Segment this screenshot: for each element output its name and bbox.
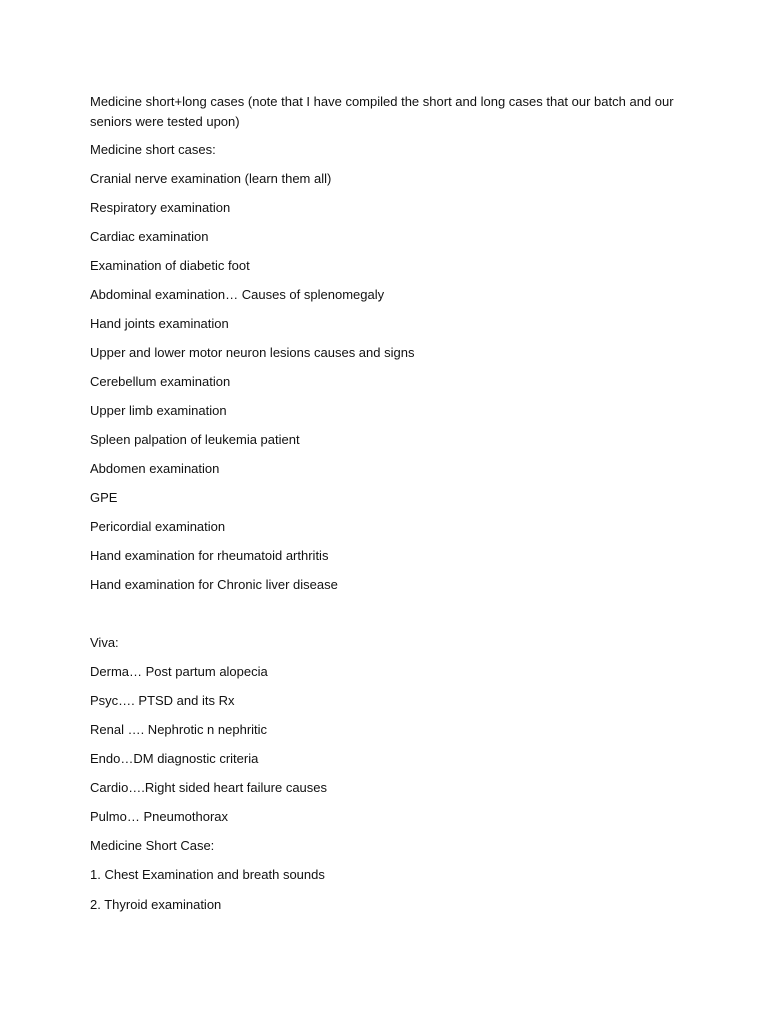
short-case-item: Pericordial examination xyxy=(90,519,226,534)
numbered-item: 1. Chest Examination and breath sounds xyxy=(90,866,325,882)
short-case-item: GPE xyxy=(90,490,118,505)
short-case-item: Cerebellum examination xyxy=(90,374,231,389)
short-case-item: Hand examination for rheumatoid arthritis xyxy=(90,548,329,563)
viva-item: Endo…DM diagnostic criteria xyxy=(90,750,259,766)
short-case-item: Cranial nerve examination (learn them all) xyxy=(90,171,332,186)
document-body xyxy=(90,92,680,924)
viva-heading: Viva: xyxy=(90,634,119,650)
short-case-item: Examination of diabetic foot xyxy=(90,258,250,273)
viva-item: Pulmo… Pneumothorax xyxy=(90,808,229,824)
short-case-heading-2: Medicine Short Case: xyxy=(90,837,215,853)
short-case-item: Upper limb examination xyxy=(90,403,227,418)
viva-item: Derma… Post partum alopecia xyxy=(90,663,268,679)
short-case-item: Cardiac examination xyxy=(90,229,209,244)
short-case-item: Spleen palpation of leukemia patient xyxy=(90,432,300,447)
short-case-item: Abdominal examination… Causes of splenomegaly xyxy=(90,287,385,302)
intro-paragraph: Medicine short+long cases (note that I have compiled the short and long cases that our batch and our seniors were tested upon) xyxy=(90,94,674,129)
viva-item: Renal …. Nephrotic n nephritic xyxy=(90,721,268,737)
short-case-item: Hand examination for Chronic liver disease xyxy=(90,577,338,592)
short-case-item: Upper and lower motor neuron lesions causes and signs xyxy=(90,345,415,360)
viva-item: Psyc…. PTSD and its Rx xyxy=(90,692,235,708)
short-case-item: Respiratory examination xyxy=(90,200,231,215)
short-cases-heading: Medicine short cases: xyxy=(90,142,216,157)
viva-item: Cardio….Right sided heart failure causes xyxy=(90,779,328,795)
short-case-item: Abdomen examination xyxy=(90,461,220,476)
numbered-item: 2. Thyroid examination xyxy=(90,897,222,912)
short-case-item: Hand joints examination xyxy=(90,316,229,331)
